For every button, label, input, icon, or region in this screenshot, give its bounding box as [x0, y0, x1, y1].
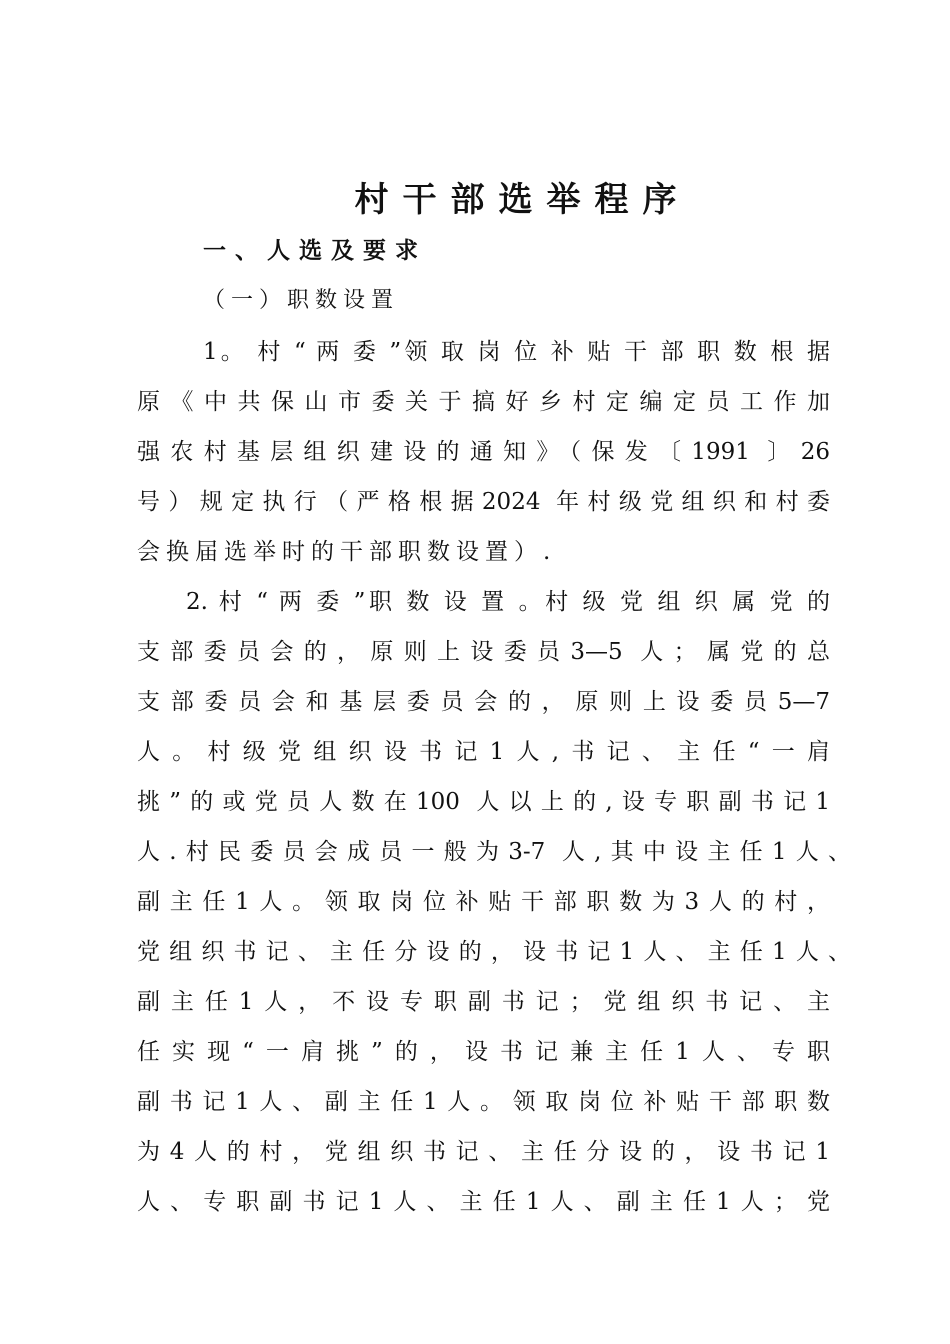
paragraph-line: 人。村级党组织设书记1人,书记、主任“一肩 — [137, 739, 830, 765]
paragraph-line: 人、专职副书记1人、主任1人、副主任1人；党 — [137, 1189, 830, 1215]
paragraph-line: 会换届选举时的干部职数设置）. — [137, 539, 557, 565]
paragraph-line: 副主任1人，不设专职副书记；党组织书记、主 — [137, 989, 830, 1015]
paragraph-line: 1。 村 “ 两 委 ”领 取 岗 位 补 贴 干 部 职 数 根 据 — [203, 339, 830, 365]
paragraph-line: 副书记1人、副主任1人。领取岗位补贴干部职数 — [137, 1089, 830, 1115]
paragraph-line: 党组织书记、主任分设的，设书记1人、主任1人、 — [137, 939, 851, 965]
paragraph-line: 强农村基层组织建设的通知》（保发〔1991 〕26 — [137, 439, 830, 465]
document-title: 村干部选举程序 — [354, 180, 691, 220]
paragraph-line: 挑”的或党员人数在100 人以上的,设专职副书记1 — [137, 789, 830, 815]
paragraph-line: 2. 村 “ 两 委 ”职 数 设 置 。村 级 党 组 织 属 党 的 — [186, 589, 830, 615]
paragraph-line: 任实现“一肩挑”的，设书记兼主任1人、专职 — [137, 1039, 830, 1065]
paragraph-line: 号）规定执行（严格根据2024 年村级党组织和村委 — [137, 489, 830, 515]
paragraph-line: 副主任1人。领取岗位补贴干部职数为3人的村， — [137, 889, 830, 915]
paragraph-line: 人.村民委员会成员一般为3-7 人,其中设主任1人、 — [137, 839, 851, 865]
paragraph-line: 支部委员会的，原则上设委员3—5 人；属党的总 — [137, 639, 830, 665]
subsection-heading: （一）职数设置 — [203, 288, 400, 313]
paragraph-line: 原《中共保山市委关于搞好乡村定编定员工作加 — [137, 389, 830, 415]
paragraph-line: 为4人的村，党组织书记、主任分设的，设书记1 — [137, 1139, 830, 1165]
paragraph-line: 支部委员会和基层委员会的，原则上设委员5—7 — [137, 689, 830, 715]
section-heading: 一、人选及要求 — [203, 237, 427, 264]
